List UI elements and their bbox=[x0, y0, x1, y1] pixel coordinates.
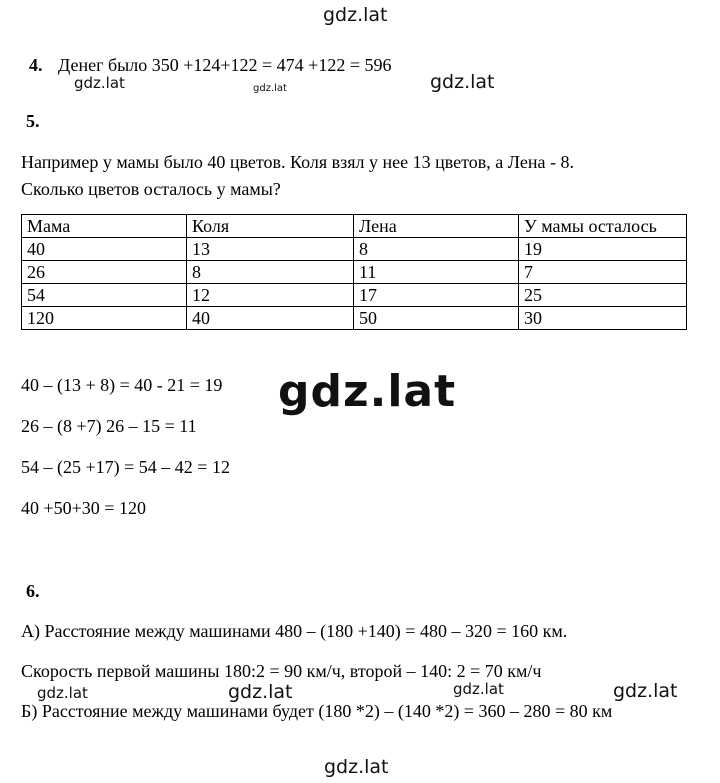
table-cell: 26 bbox=[22, 261, 187, 284]
table-cell: 11 bbox=[354, 261, 519, 284]
table-cell: 54 bbox=[22, 284, 187, 307]
watermark-right-1: gdz.lat bbox=[430, 71, 495, 93]
equation-3: 54 – (25 +17) = 54 – 42 = 12 bbox=[21, 457, 230, 477]
table-header-cell: Коля bbox=[187, 215, 354, 238]
watermark-right-2: gdz.lat bbox=[613, 680, 678, 702]
table-row bbox=[22, 261, 687, 284]
table-cell: 17 bbox=[354, 284, 519, 307]
watermark-left-1: gdz.lat bbox=[74, 74, 125, 92]
table-header-cell: Лена bbox=[354, 215, 519, 238]
watermark-large: gdz.lat bbox=[278, 366, 457, 417]
task-5-number: 5. bbox=[26, 111, 40, 131]
table-cell: 120 bbox=[22, 307, 187, 330]
table-cell: 8 bbox=[354, 238, 519, 261]
equation-2: 26 – (8 +7) 26 – 15 = 11 bbox=[21, 416, 197, 436]
equation-1: 40 – (13 + 8) = 40 - 21 = 19 bbox=[21, 375, 223, 395]
table-header-cell: Мама bbox=[22, 215, 187, 238]
table-cell: 8 bbox=[187, 261, 354, 284]
watermark-small-1: gdz.lat bbox=[253, 83, 287, 94]
task-6-part-b: Б) Расстояние между машинами будет (180 *2) – (140 *2) = 360 – 280 = 80 км bbox=[21, 701, 613, 721]
task-6-part-a: А) Расстояние между машинами 480 – (180 +140) = 480 – 320 = 160 км. bbox=[21, 621, 568, 641]
flowers-table bbox=[21, 214, 687, 330]
watermark-top: gdz.lat bbox=[323, 4, 388, 26]
task-4-text: Денег было 350 +124+122 = 474 +122 = 596 bbox=[58, 55, 392, 75]
equation-4: 40 +50+30 = 120 bbox=[21, 498, 146, 518]
table-cell: 30 bbox=[519, 307, 687, 330]
table-row bbox=[22, 307, 687, 330]
watermark-left-2: gdz.lat bbox=[37, 684, 88, 702]
table-header-row bbox=[22, 215, 687, 238]
watermark-center-2: gdz.lat bbox=[228, 681, 293, 703]
task-5-line-2: Сколько цветов осталось у мамы? bbox=[21, 179, 281, 199]
table-cell: 25 bbox=[519, 284, 687, 307]
table-cell: 7 bbox=[519, 261, 687, 284]
task-6-speed: Скорость первой машины 180:2 = 90 км/ч, второй – 140: 2 = 70 км/ч bbox=[21, 661, 542, 681]
table-cell: 19 bbox=[519, 238, 687, 261]
table-cell: 13 bbox=[187, 238, 354, 261]
table-header-cell: У мамы осталось bbox=[519, 215, 687, 238]
table-cell: 12 bbox=[187, 284, 354, 307]
task-6-number: 6. bbox=[26, 581, 40, 601]
table-cell: 50 bbox=[354, 307, 519, 330]
task-4-number: 4. bbox=[29, 55, 43, 75]
watermark-small-2: gdz.lat bbox=[453, 680, 504, 698]
table-cell: 40 bbox=[187, 307, 354, 330]
task-5-line-1: Например у мамы было 40 цветов. Коля взял у нее 13 цветов, а Лена - 8. bbox=[21, 152, 574, 172]
table-row bbox=[22, 238, 687, 261]
table-cell: 40 bbox=[22, 238, 187, 261]
watermark-bottom: gdz.lat bbox=[324, 756, 389, 778]
table-row bbox=[22, 284, 687, 307]
